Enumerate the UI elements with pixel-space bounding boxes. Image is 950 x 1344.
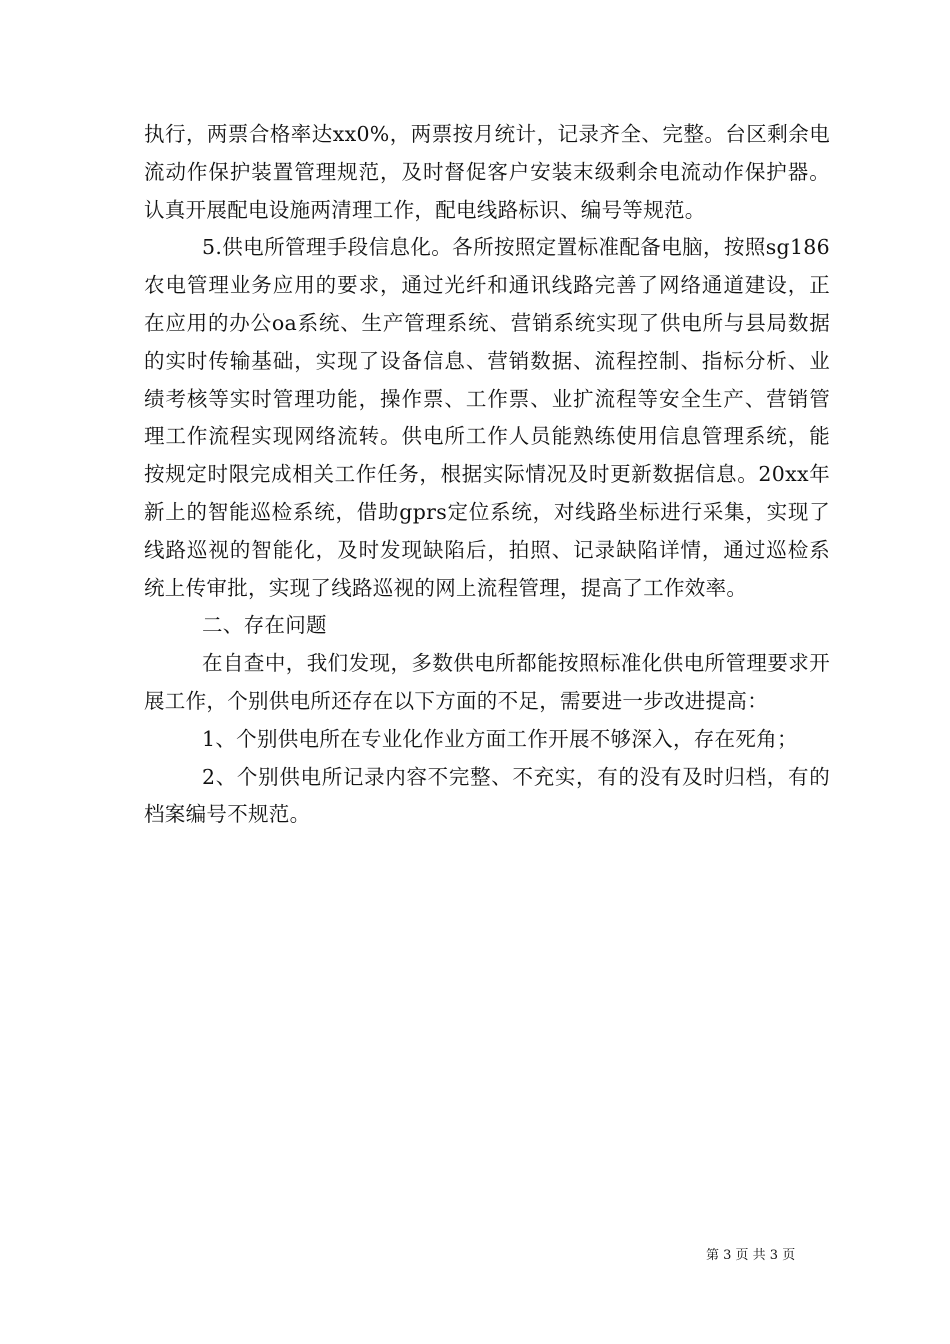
paragraph-informatization: 5.供电所管理手段信息化。各所按照定置标准配备电脑，按照sg186农电管理业务应用的要求，通过光纤和通讯线路完善了网络通道建设，正在应用的办公oa系统、生产管理系统、营销系统实现了供电所与县局数据的实时传输基础，实现了设备信息、营销数据、流程控制、指标分析、业绩考核等实时管理功能，操作票、工作票、业扩流程等安全生产、营销管理工作流程实现网络流转。供电所工作人员能熟练使用信息管理系统，能按规定时限完成相关工作任务，根据实际情况及时更新数据信息。20xx年新上的智能巡检系统，借助gprs定位系统，对线路坐标进行采集，实现了线路巡视的智能化，及时发现缺陷后，拍照、记录缺陷详情，通过巡检系统上传审批，实现了线路巡视的网上流程管理，提高了工作效率。 xyxy=(144,235,830,600)
paragraph-self-inspection: 在自查中，我们发现，多数供电所都能按照标准化供电所管理要求开展工作，个别供电所还存在以下方面的不足，需要进一步改进提高： xyxy=(144,651,830,713)
document-body xyxy=(144,116,830,834)
page-number-footer: 第 3 页 共 3 页 xyxy=(706,1248,796,1263)
list-item-problem-1: 1、个别供电所在专业化作业方面工作开展不够深入，存在死角； xyxy=(202,726,798,751)
paragraph-continuation: 执行，两票合格率达xx0%，两票按月统计，记录齐全、完整。台区剩余电流动作保护装置管理规范，及时督促客户安装末级剩余电流动作保护器。认真开展配电设施两清理工作，配电线路标识、编号等规范。 xyxy=(144,122,830,222)
section-heading-existing-problems: 二、存在问题 xyxy=(202,613,327,638)
list-item-problem-2: 2、个别供电所记录内容不完整、不充实，有的没有及时归档，有的档案编号不规范。 xyxy=(144,764,830,827)
